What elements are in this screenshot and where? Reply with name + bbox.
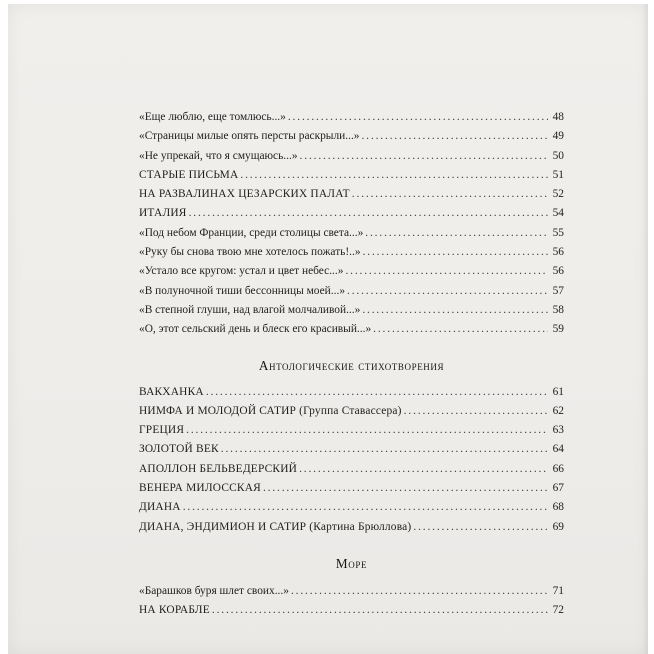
toc-entry-title: ВАКХАНКА xyxy=(139,385,204,398)
toc-entry-title: «О, этот сельский день и блеск его красивый...» xyxy=(139,323,372,336)
toc-entry xyxy=(139,147,564,166)
toc-entry-page: 56 xyxy=(552,265,564,278)
toc-entry-page: 59 xyxy=(552,323,564,336)
toc-entry-page: 67 xyxy=(552,482,564,495)
toc-entry xyxy=(139,383,564,402)
toc-leader-dots xyxy=(363,243,548,262)
toc-entry xyxy=(139,127,564,146)
toc-entry xyxy=(139,518,564,537)
toc-entry xyxy=(139,282,564,301)
toc-entry xyxy=(139,262,564,281)
toc-entry xyxy=(139,320,564,339)
toc-entry-title: «Устало все кругом: устал и цвет небес...» xyxy=(139,265,344,278)
toc-leader-dots xyxy=(212,601,548,620)
toc-leader-dots xyxy=(221,440,548,459)
table-of-contents xyxy=(139,108,564,621)
toc-leader-dots xyxy=(299,460,548,479)
toc-leader-dots xyxy=(362,301,548,320)
toc-entry-title: ДИАНА, ЭНДИМИОН И САТИР (Картина Брюллова) xyxy=(139,520,412,533)
section-heading: Антологические стихотворения xyxy=(258,357,445,373)
toc-group-anthological xyxy=(139,356,564,537)
toc-entry-title: «Страницы милые опять персты раскрыли...» xyxy=(139,130,360,143)
toc-entry-title: ВЕНЕРА МИЛОССКАЯ xyxy=(139,482,261,495)
toc-leader-dots xyxy=(347,282,548,301)
toc-entry xyxy=(139,440,564,459)
toc-entry-title: НА РАЗВАЛИНАХ ЦЕЗАРСКИХ ПАЛАТ xyxy=(139,188,350,201)
section-heading: Море xyxy=(335,555,368,571)
toc-entry-page: 58 xyxy=(552,303,564,316)
toc-entry-title: «Еще люблю, еще томлюсь...» xyxy=(139,111,286,123)
toc-entry xyxy=(139,402,564,421)
toc-entry xyxy=(139,479,564,498)
toc-leader-dots xyxy=(300,147,548,166)
toc-entry xyxy=(139,601,564,620)
toc-entry-title: ДИАНА xyxy=(139,501,181,514)
toc-entry-page: 54 xyxy=(552,207,564,220)
toc-entry xyxy=(139,301,564,320)
toc-entry-page: 57 xyxy=(552,284,564,297)
toc-entry xyxy=(139,204,564,223)
toc-entry-page: 61 xyxy=(552,385,564,398)
toc-leader-dots xyxy=(186,421,548,440)
toc-entry xyxy=(139,498,564,517)
toc-leader-dots xyxy=(189,204,548,223)
toc-leader-dots xyxy=(291,582,548,601)
toc-group-sea xyxy=(139,554,564,621)
toc-group-lyric xyxy=(139,108,564,340)
toc-entry-page: 49 xyxy=(552,130,564,143)
toc-leader-dots xyxy=(345,262,548,281)
toc-leader-dots xyxy=(404,402,548,421)
toc-entry xyxy=(139,185,564,204)
toc-leader-dots xyxy=(263,479,548,498)
toc-entry-page: 69 xyxy=(552,520,564,533)
toc-entry-page: 48 xyxy=(552,111,564,123)
toc-leader-dots xyxy=(183,498,548,517)
toc-leader-dots xyxy=(240,166,548,185)
toc-entry xyxy=(139,243,564,262)
toc-entry-page: 52 xyxy=(552,188,564,201)
toc-entry-title: НА КОРАБЛЕ xyxy=(139,604,210,617)
toc-entry xyxy=(139,460,564,479)
toc-leader-dots xyxy=(361,127,548,146)
toc-entry-page: 63 xyxy=(552,424,564,437)
toc-entry-page: 55 xyxy=(552,226,564,239)
toc-entry-title: ИТАЛИЯ xyxy=(139,207,187,220)
toc-entry-page: 56 xyxy=(552,246,564,259)
toc-entry-page: 66 xyxy=(552,462,564,475)
toc-leader-dots xyxy=(206,383,548,402)
toc-entry-title: «Барашков буря шлет своих...» xyxy=(139,584,289,597)
toc-entry-title: АПОЛЛОН БЕЛЬВЕДЕРСКИЙ xyxy=(139,462,298,475)
page-edge-shadow xyxy=(642,4,648,654)
toc-entry-title: «Под небом Франции, среди столицы света...» xyxy=(139,226,364,239)
toc-entry-title: «В степной глуши, над влагой молчаливой...» xyxy=(139,303,361,316)
toc-entry-title: НИМФА И МОЛОДОЙ САТИР (Группа Ставассера) xyxy=(139,404,402,417)
toc-entry xyxy=(139,108,564,127)
toc-entry-page: 71 xyxy=(552,584,564,597)
toc-entry-title: ЗОЛОТОЙ ВЕК xyxy=(139,443,219,456)
toc-entry-title: «В полуночной тиши бессонницы моей...» xyxy=(139,284,346,297)
toc-entry-title: СТАРЫЕ ПИСЬМА xyxy=(139,168,239,181)
toc-entry-page: 68 xyxy=(552,501,564,514)
toc-leader-dots xyxy=(352,185,548,204)
book-page xyxy=(8,4,648,654)
toc-entry-title: «Руку бы снова твою мне хотелось пожать!..» xyxy=(139,246,361,259)
toc-entry xyxy=(139,224,564,243)
toc-entry-page: 50 xyxy=(552,149,564,162)
toc-entry xyxy=(139,166,564,185)
toc-entry-title: ГРЕЦИЯ xyxy=(139,424,185,437)
toc-leader-dots xyxy=(373,320,548,339)
toc-entry xyxy=(139,582,564,601)
toc-entry-page: 72 xyxy=(552,604,564,617)
toc-entry-page: 51 xyxy=(552,168,564,181)
toc-leader-dots xyxy=(288,108,548,127)
toc-entry-page: 64 xyxy=(552,443,564,456)
toc-entry-page: 62 xyxy=(552,404,564,417)
toc-leader-dots xyxy=(365,224,548,243)
toc-entry-title: «Не упрекай, что я смущаюсь...» xyxy=(139,149,298,162)
toc-leader-dots xyxy=(413,518,548,537)
toc-entry xyxy=(139,421,564,440)
